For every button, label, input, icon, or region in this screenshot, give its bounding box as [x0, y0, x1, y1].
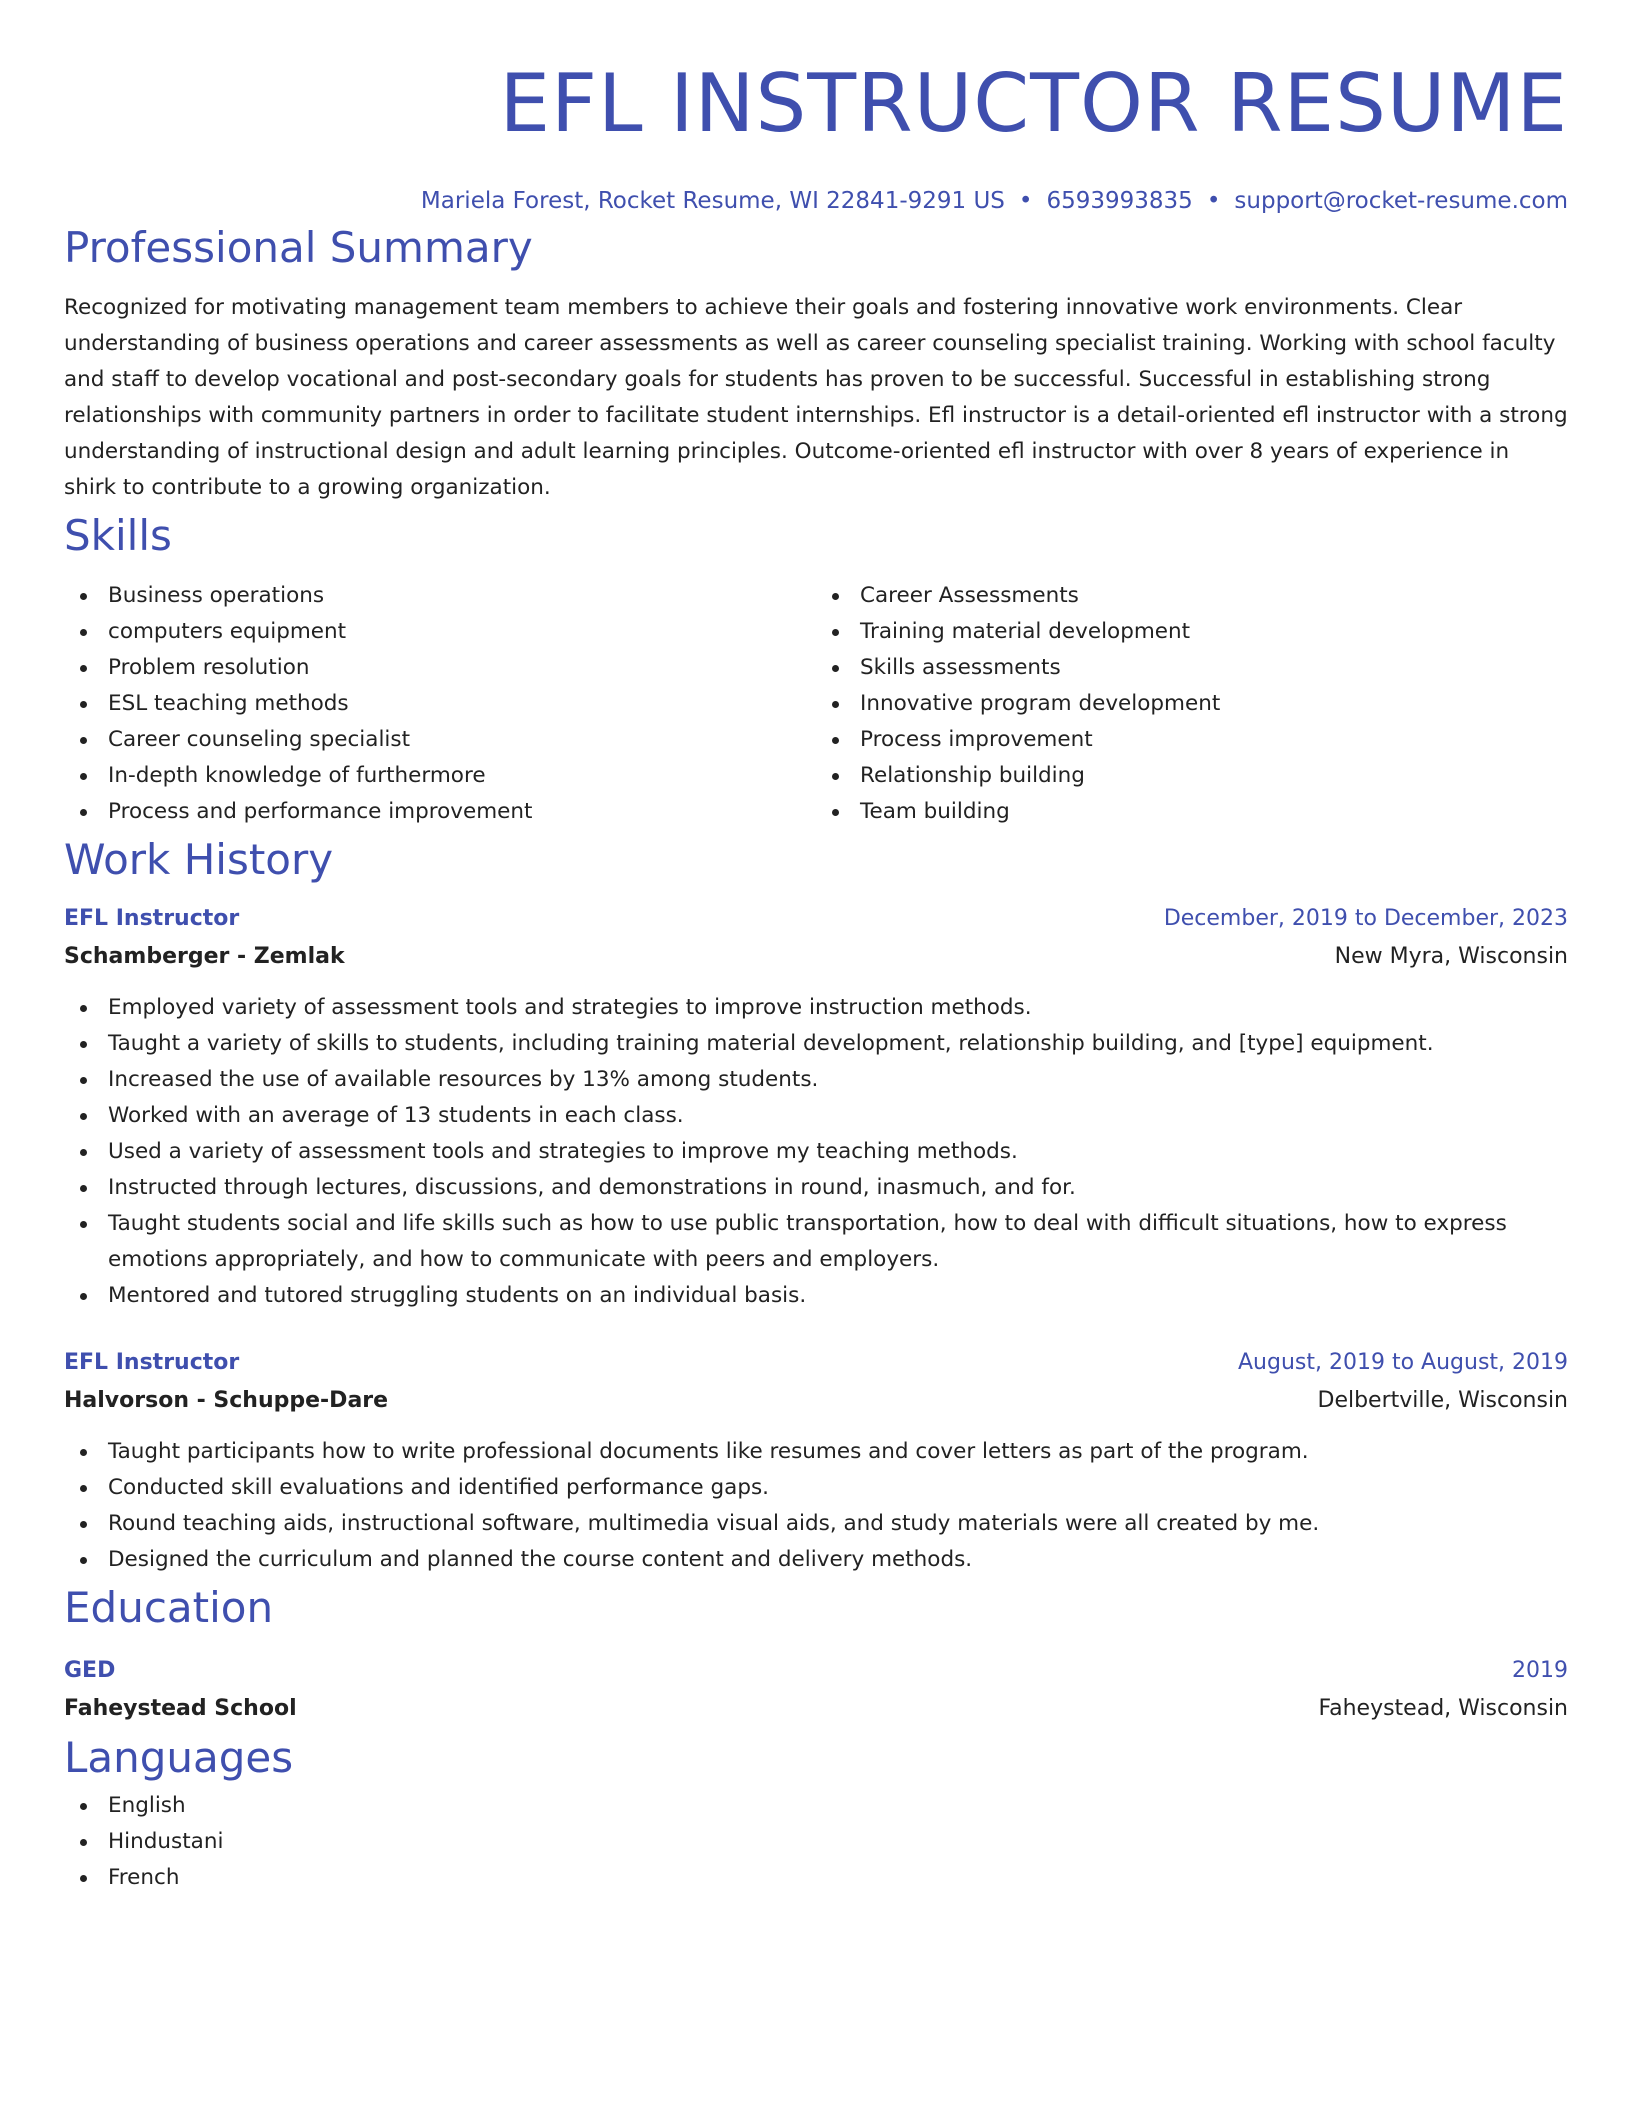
- education-school: Faheystead School: [64, 1696, 297, 1721]
- job-bullet: Designed the curriculum and planned the course content and delivery methods.: [64, 1542, 1568, 1578]
- job-title: EFL Instructor: [64, 906, 240, 931]
- job-header-row: [64, 900, 1568, 938]
- skill-item: Process and performance improvement: [64, 794, 816, 830]
- job-company: Schamberger - Zemlak: [64, 944, 345, 969]
- job-bullet: Taught students social and life skills such as how to use public transportation, how to deal with difficult situations, how to express emotions appropriately, and how to communicate with peers and employers.: [64, 1206, 1568, 1278]
- job-header-row: [64, 1344, 1568, 1382]
- job-bullet: Taught participants how to write professional documents like resumes and cover letters as part of the program.: [64, 1434, 1568, 1470]
- job-bullet: Increased the use of available resources by 13% among students.: [64, 1062, 1568, 1098]
- work-history-heading: Work History: [64, 835, 334, 884]
- education-entry: [64, 1652, 1568, 1728]
- job-location: New Myra, Wisconsin: [1334, 944, 1568, 969]
- job-bullet: Round teaching aids, instructional software, multimedia visual aids, and study materials were all created by me.: [64, 1506, 1568, 1542]
- job-entry: [64, 900, 1568, 1314]
- education-location: Faheystead, Wisconsin: [1318, 1696, 1568, 1721]
- resume-title: EFL INSTRUCTOR RESUME: [499, 57, 1568, 150]
- contact-phone: 6593993835: [1046, 188, 1193, 214]
- job-bullet: Instructed through lectures, discussions, and demonstrations in round, inasmuch, and for.: [64, 1170, 1568, 1206]
- skill-item: In-depth knowledge of furthermore: [64, 758, 816, 794]
- job-location: Delbertville, Wisconsin: [1317, 1388, 1568, 1413]
- job-bullets: [64, 990, 1568, 1314]
- skill-item: Business operations: [64, 578, 816, 614]
- language-item: English: [64, 1788, 1568, 1824]
- skills-heading: Skills: [64, 511, 172, 560]
- contact-address: Mariela Forest, Rocket Resume, WI 22841-9291 US: [420, 188, 1005, 214]
- job-bullet: Employed variety of assessment tools and strategies to improve instruction methods.: [64, 990, 1568, 1026]
- contact-email: support@rocket-resume.com: [1234, 188, 1568, 214]
- skill-item: Skills assessments: [816, 650, 1568, 686]
- education-degree: GED: [64, 1658, 116, 1683]
- education-header-row: [64, 1652, 1568, 1690]
- languages-list: [64, 1788, 1568, 1896]
- skill-item: Relationship building: [816, 758, 1568, 794]
- job-dates: December, 2019 to December, 2023: [1163, 906, 1568, 931]
- job-title: EFL Instructor: [64, 1350, 240, 1375]
- skill-item: Innovative program development: [816, 686, 1568, 722]
- job-company: Halvorson - Schuppe-Dare: [64, 1388, 389, 1413]
- education-year: 2019: [1512, 1658, 1568, 1683]
- education-heading: Education: [64, 1583, 274, 1632]
- skill-item: ESL teaching methods: [64, 686, 816, 722]
- skill-item: Process improvement: [816, 722, 1568, 758]
- skill-item: Training material development: [816, 614, 1568, 650]
- skills-list-right: [816, 578, 1568, 830]
- contact-separator: •: [1018, 188, 1033, 214]
- language-item: French: [64, 1860, 1568, 1896]
- languages-heading: Languages: [64, 1733, 294, 1782]
- job-bullet: Worked with an average of 13 students in each class.: [64, 1098, 1568, 1134]
- job-bullet: Conducted skill evaluations and identified performance gaps.: [64, 1470, 1568, 1506]
- job-bullets: [64, 1434, 1568, 1578]
- job-company-row: [64, 1382, 1568, 1420]
- job-entry: [64, 1344, 1568, 1578]
- job-bullet: Taught a variety of skills to students, including training material development, relationship building, and [type] equipment.: [64, 1026, 1568, 1062]
- contact-line: [64, 184, 1568, 218]
- skills-list-left: [64, 578, 816, 830]
- job-bullet: Used a variety of assessment tools and strategies to improve my teaching methods.: [64, 1134, 1568, 1170]
- education-school-row: [64, 1690, 1568, 1728]
- skill-item: Problem resolution: [64, 650, 816, 686]
- skill-item: computers equipment: [64, 614, 816, 650]
- language-item: Hindustani: [64, 1824, 1568, 1860]
- skills-columns: [64, 578, 1568, 830]
- skill-item: Team building: [816, 794, 1568, 830]
- job-dates: August, 2019 to August, 2019: [1238, 1350, 1568, 1375]
- job-bullet: Mentored and tutored struggling students on an individual basis.: [64, 1278, 1568, 1314]
- skill-item: Career Assessments: [816, 578, 1568, 614]
- job-company-row: [64, 938, 1568, 976]
- skill-item: Career counseling specialist: [64, 722, 816, 758]
- summary-text: Recognized for motivating management team members to achieve their goals and fostering innovative work environments. Clear understanding of business operations and career assessments as well as career counseling specialist training. Working with school faculty and staff to develop vocational and post-secondary goals for students has proven to be successful. Successful in establishing strong relationships with community partners in order to facilitate student internships. Efl instructor is a detail-oriented efl instructor with a strong understanding of instructional design and adult learning principles. Outcome-oriented efl instructor with over 8 years of experience in shirk to contribute to a growing organization.: [64, 295, 1568, 500]
- contact-separator: •: [1206, 188, 1221, 214]
- summary-heading: Professional Summary: [64, 223, 533, 272]
